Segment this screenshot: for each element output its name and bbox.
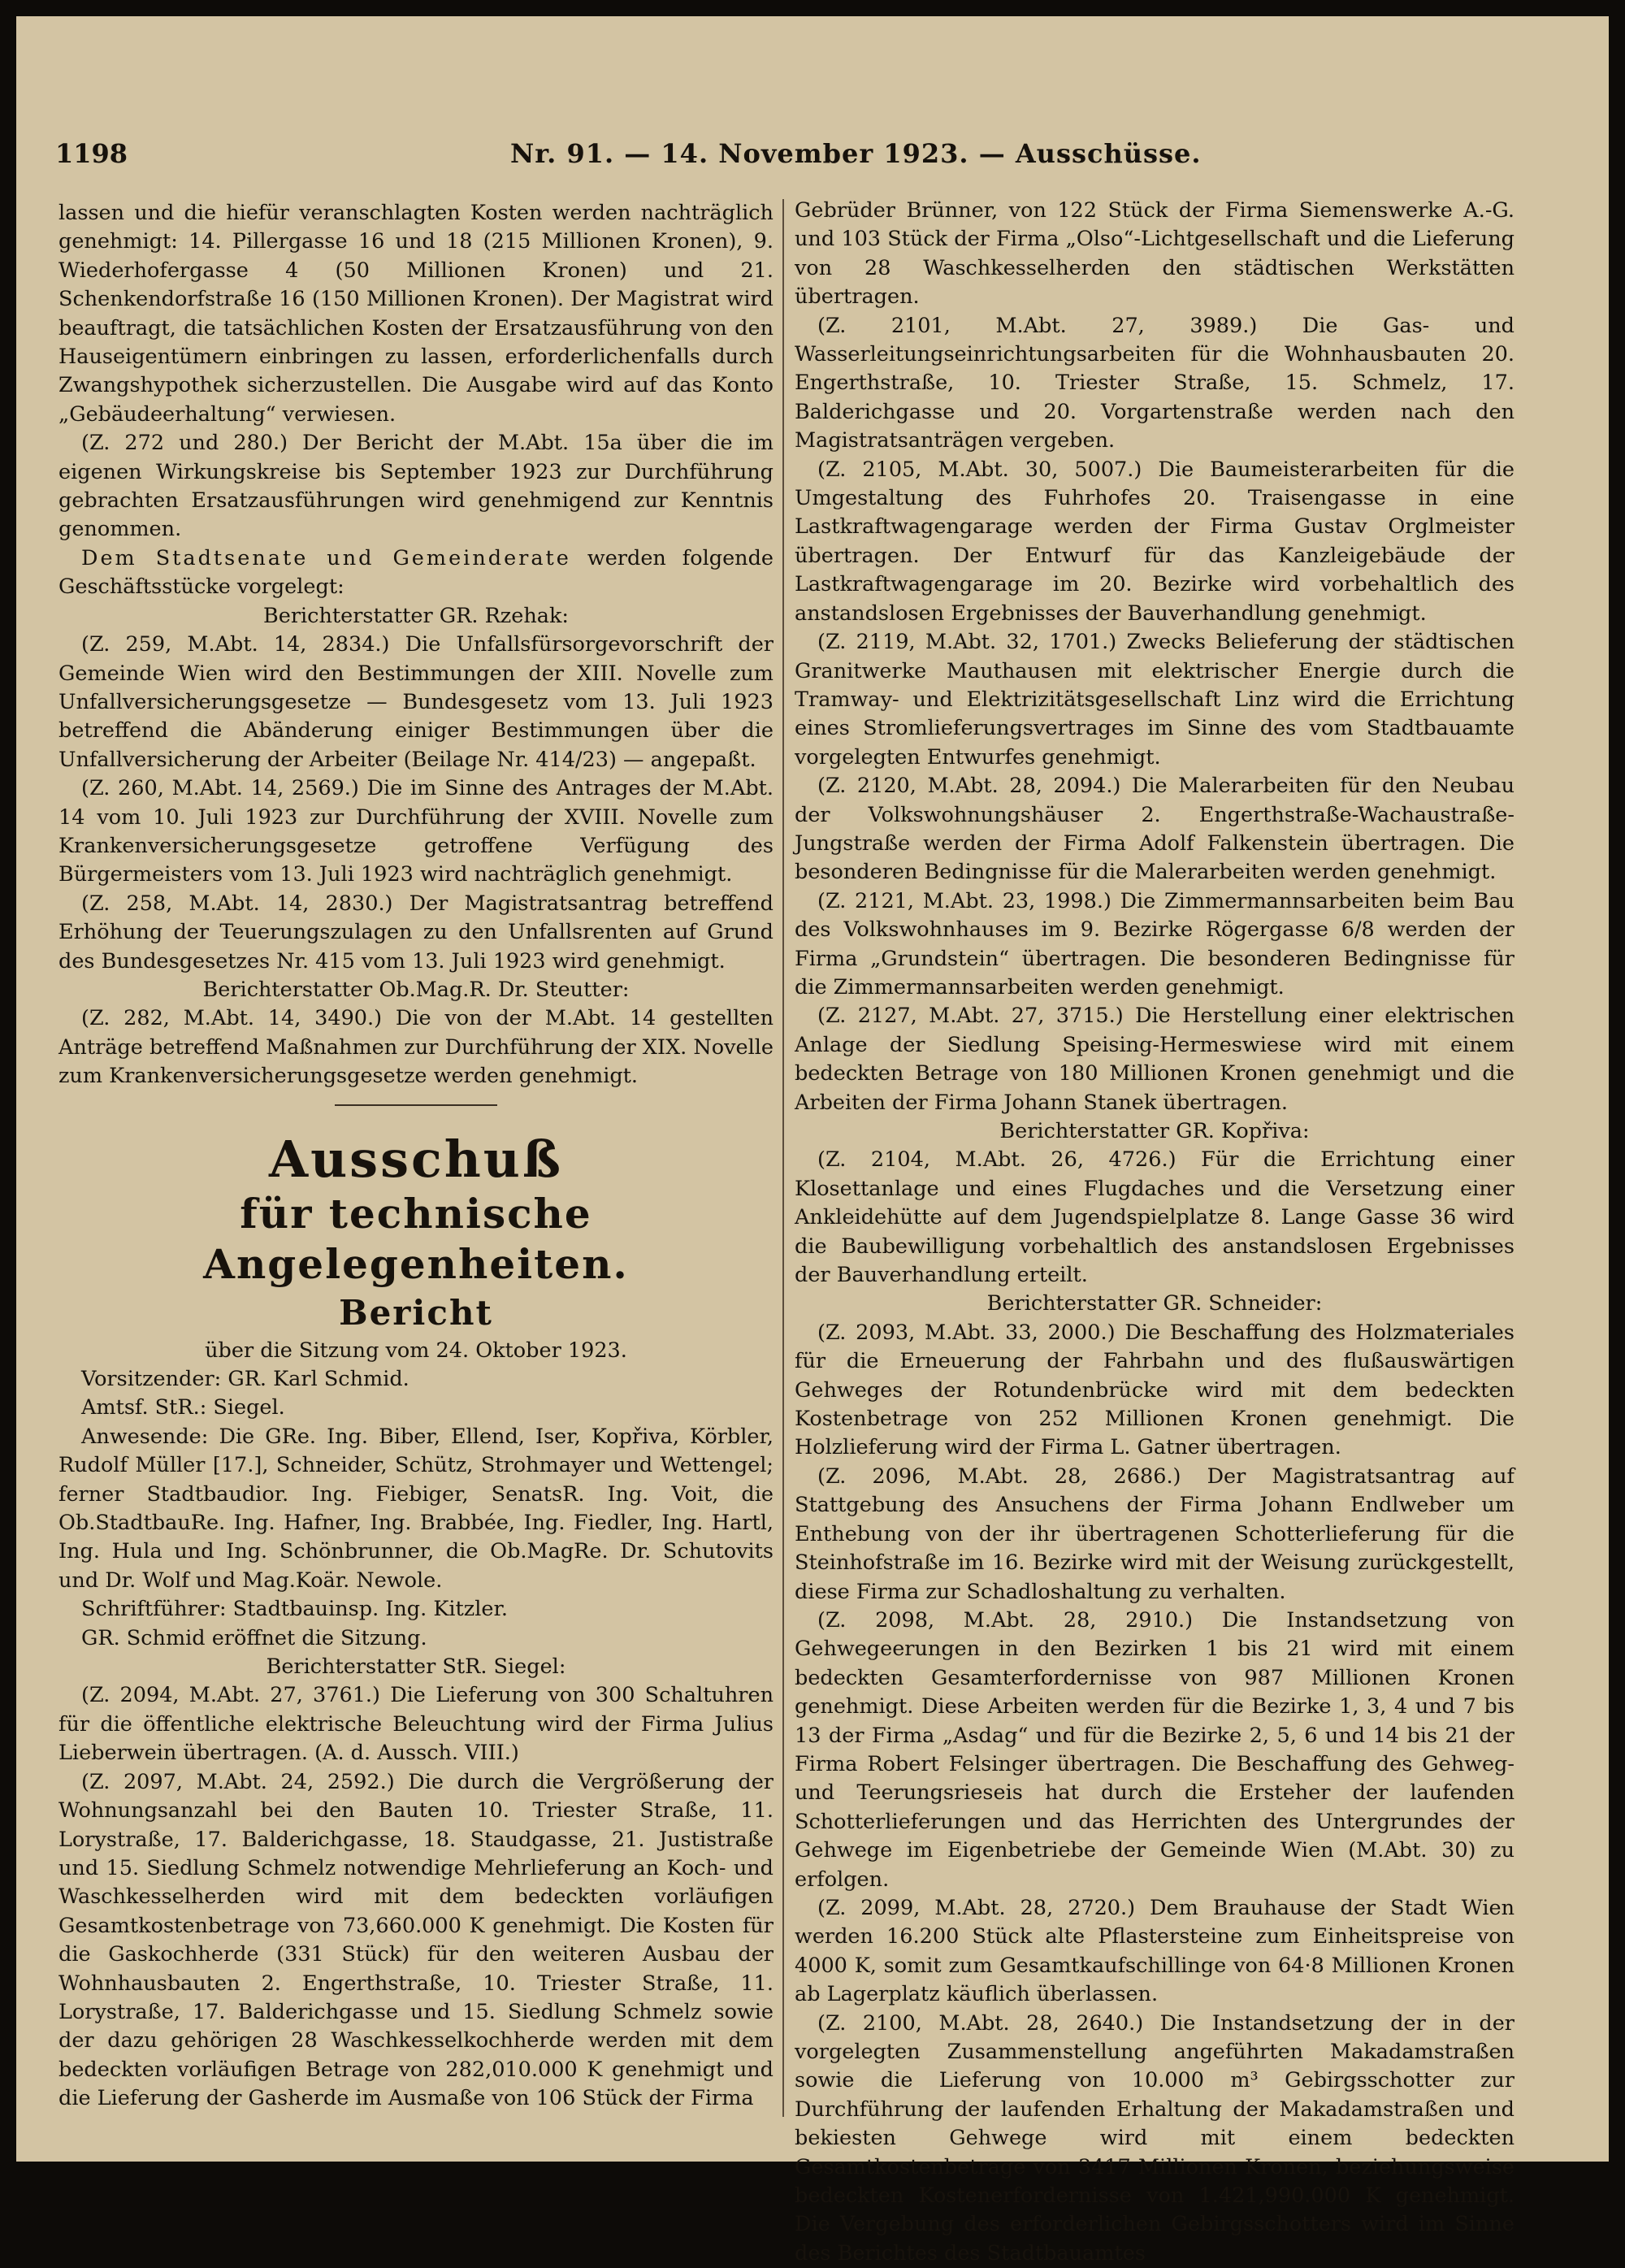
- rapporteur-heading: Berichterstatter GR. Rzehak:: [262, 603, 569, 628]
- newspaper-page: [16, 16, 1609, 2266]
- left-column: [58, 199, 774, 2114]
- session-date: über die Sitzung vom 24. Oktober 1923.: [205, 1338, 627, 1363]
- paragraph: (Z. 2094, M.Abt. 27, 3761.) Die Lieferung von 300 Schaltuhren für die öffentliche elektrische Beleuchtung wird der Firma Julius Lieberwein übertragen. (A. d. Aussch. VIII.): [58, 1683, 774, 1766]
- paragraph: lassen und die hiefür veranschlagten Kosten werden nachträglich genehmigt: 14. Pillergasse 16 und 18 (215 Millionen Kronen), 9. Wiederhofergasse 4 (50 Millionen Kronen) und 21. Schenkendorfstraße 16 (150 Millionen Kronen). Der Magistrat wird beauftragt, die tatsächlichen Kosten der Ersatzausführung von den Hauseigentümern einbringen zu lassen, erforderlichenfalls durch Zwangshypothek sicherzustellen. Die Ausgabe wird auf das Konto „Gebäudeerhaltung“ verwiesen.: [58, 201, 774, 427]
- paragraph: (Z. 2097, M.Abt. 24, 2592.) Die durch die Vergrößerung der Wohnungsanzahl bei den Bauten 10. Triester Straße, 11. Lorystraße, 17. Balderichgasse, 18. Staudgasse, 21. Justistraße und 15. Siedlung Schmelz notwendige Mehrlieferung an Koch- und Waschkesselherden wird mit dem bedeckten vorläufigen Gesamtkostenbetrage von 73,660.000 K genehmigt. Die Kosten für die Gaskochherde (331 Stück) für den weiteren Ausbau der Wohnhausbauten 2. Engerthstraße, 10. Triester Straße, 11. Lorystraße, 17. Balderichgasse und 15. Siedlung Schmelz sowie der dazu gehörigen 28 Waschkesselkochherde werden mit dem bedeckten vorläufigen Betrage von 282,010.000 K genehmigt und die Lieferung der Gasherde im Ausmaße von 106 Stück der Firma: [58, 1769, 774, 2111]
- right-column: [795, 197, 1514, 2268]
- paragraph: (Z. 2101, M.Abt. 27, 3989.) Die Gas- und Wasserleitungseinrichtungsarbeiten für die Wohnhausbauten 20. Engerthstraße, 10. Triester Straße, 15. Schmelz, 17. Balderichgasse und 20. Vorgartenstraße werden nach den Magistratsanträgen vergeben.: [795, 313, 1514, 453]
- paragraph: (Z. 2119, M.Abt. 32, 1701.) Zwecks Belieferung der städtischen Granitwerke Mauthausen mit elektrischer Energie durch die Tramway- und Elektrizitätsgesellschaft Linz wird die Errichtung eines Stromlieferungsvertrages im Sinne des vom Stadtbauamte vorgelegten Entwurfes genehmigt.: [795, 630, 1514, 770]
- paragraph: (Z. 272 und 280.) Der Bericht der M.Abt. 15a über die im eigenen Wirkungskreise bis September 1923 zur Durchführung gebrachten Ersatzausführungen wird genehmigend zur Kenntnis genommen.: [58, 431, 774, 542]
- text: werden folgende Geschäftsstücke vorgelegt:: [58, 545, 774, 600]
- paragraph: (Z. 259, M.Abt. 14, 2834.) Die Unfallsfürsorgevorschrift der Gemeinde Wien wird den Bestimmungen der XIII. Novelle zum Unfallversicherungsgesetze — Bundesgesetz vom 13. Juli 1923 betreffend die Abänderung einiger Bestimmungen über die Unfallversicherung der Arbeiter (Beilage Nr. 414/23) — angepaßt.: [58, 632, 774, 772]
- section-divider: [335, 1104, 497, 1106]
- paragraph: (Z. 2127, M.Abt. 27, 3715.) Die Herstellung einer elektrischen Anlage der Siedlung Speising-Hermeswiese wird mit einem bedeckten Betrage von 180 Millionen Kronen genehmigt und die Arbeiten der Firma Johann Stanek übertragen.: [795, 1004, 1514, 1115]
- rapporteur-heading: Berichterstatter GR. Schneider:: [986, 1291, 1323, 1316]
- rapporteur-heading: Berichterstatter Ob.Mag.R. Dr. Steutter:: [202, 977, 630, 1002]
- paragraph: Gebrüder Brünner, von 122 Stück der Firma Siemenswerke A.-G. und 103 Stück der Firma „Olso“-Lichtgesellschaft und die Lieferung von 28 Waschkesselherden den städtischen Werkstätten übertragen.: [795, 198, 1514, 310]
- section-subtitle: für technische Angelegenheiten.: [203, 1189, 629, 1288]
- paragraph: (Z. 2099, M.Abt. 28, 2720.) Dem Brauhause der Stadt Wien werden 16.200 Stück alte Pflastersteine zum Einheitspreise von 4000 K, somit zum Gesamtkaufschillinge von 64·8 Millionen Kronen ab Lagerplatz käuflich überlassen.: [795, 1895, 1514, 2007]
- session-opened: GR. Schmid eröffnet die Sitzung.: [81, 1625, 427, 1650]
- paragraph: (Z. 2105, M.Abt. 30, 5007.) Die Baumeisterarbeiten für die Umgestaltung des Fuhrhofes 20. Traisengasse in eine Lastkraftwagengarage werden der Firma Gustav Orglmeister übertragen. Der Entwurf für das Kanzleigebäude der Lastkraftwagengarage im 20. Bezirke wird vorbehaltlich des anstandslosen Ergebnisses der Bauverhandlung genehmigt.: [795, 457, 1514, 626]
- paragraph: (Z. 2104, M.Abt. 26, 4726.) Für die Errichtung einer Klosettanlage und eines Flugdaches und die Versetzung einer Ankleidehütte auf dem Jugendspielplatze 8. Lange Gasse 36 wird die Baubewilligung vorbehaltlich des anstandslosen Ergebnisses der Bauverhandlung erteilt.: [795, 1147, 1514, 1288]
- spaced-text: Dem Stadtsenate und Gemeinderate: [81, 545, 571, 570]
- rapporteur-heading: Berichterstatter StR. Siegel:: [266, 1654, 566, 1680]
- paragraph: (Z. 282, M.Abt. 14, 3490.) Die von der M.Abt. 14 gestellten Anträge betreffend Maßnahmen zur Durchführung der XIX. Novelle zum Krankenversicherungsgesetze werden genehmigt.: [58, 1006, 774, 1089]
- section-title: Ausschuß: [268, 1129, 563, 1189]
- official: Amtsf. StR.: Siegel.: [81, 1395, 285, 1420]
- column-divider: [782, 199, 784, 2117]
- page-header: [55, 138, 1558, 187]
- page-number: 1198: [55, 138, 128, 169]
- rapporteur-heading: Berichterstatter GR. Kopřiva:: [999, 1119, 1310, 1143]
- chair: Vorsitzender: GR. Karl Schmid.: [81, 1367, 410, 1391]
- paragraph: (Z. 2120, M.Abt. 28, 2094.) Die Malerarbeiten für den Neubau der Volkswohnungshäuser 2. Engerthstraße-Wachaustraße-Jungstraße werden der Firma Adolf Falkenstein übertragen. Die besonderen Bedingnisse für die Malerarbeiten werden genehmigt.: [795, 774, 1514, 885]
- paragraph: (Z. 2121, M.Abt. 23, 1998.) Die Zimmermannsarbeiten beim Bau des Volkswohnhauses im 9. Bezirke Rögergasse 6/8 werden der Firma „Grundstein“ übertragen. Die besonderen Bedingnisse für die Zimmermannsarbeiten werden genehmigt.: [795, 888, 1514, 1000]
- paragraph: (Z. 2098, M.Abt. 28, 2910.) Die Instandsetzung von Gehwegeerungen in den Bezirken 1 bis 21 wird mit einem bedeckten Gesamterfordernisse von 987 Millionen Kronen genehmigt. Diese Arbeiten werden für die Bezirke 1, 3, 4 und 7 bis 13 der Firma „Asdag“ und für die Bezirke 2, 5, 6 und 14 bis 21 der Firma Robert Felsinger übertragen. Die Beschaffung des Gehweg- und Teerungsrieseis hat durch die Ersteher der laufenden Schotterlieferungen und das Herrichten des Untergrundes der Gehwege im Eigenbetriebe der Gemeinde Wien (M.Abt. 30) zu erfolgen.: [795, 1607, 1514, 1892]
- paragraph: (Z. 2096, M.Abt. 28, 2686.) Der Magistratsantrag auf Stattgebung des Ansuchens der Firma Johann Endlweber um Enthebung von der ihr übertragenen Schotterlieferung für die Steinhofstraße im 16. Bezirke wird mit der Weisung zurückgestellt, diese Firma zur Schadloshaltung zu verhalten.: [795, 1464, 1514, 1604]
- recorder: Schriftführer: Stadtbauinsp. Ing. Kitzler.: [81, 1597, 508, 1622]
- paragraph: (Z. 260, M.Abt. 14, 2569.) Die im Sinne des Antrages der M.Abt. 14 vom 10. Juli 1923 zur Durchführung der XVIII. Novelle zum Krankenversicherungsgesetze getroffene Verfügung des Bürgermeisters vom 13. Juli 1923 wird nachträglich genehmigt.: [58, 776, 774, 887]
- running-title: Nr. 91. — 14. November 1923. — Ausschüsse.: [510, 138, 1202, 169]
- report-heading: Bericht: [339, 1292, 493, 1333]
- paragraph: (Z. 258, M.Abt. 14, 2830.) Der Magistratsantrag betreffend Erhöhung der Teuerungszulagen zu den Unfallsrenten auf Grund des Bundesgesetzes Nr. 415 vom 13. Juli 1923 wird genehmigt.: [58, 891, 774, 974]
- paragraph: (Z. 2093, M.Abt. 33, 2000.) Die Beschaffung des Holzmateriales für die Erneuerung der Fahrbahn und des flußauswärtigen Gehweges der Rotundenbrücke wird mit dem bedeckten Kostenbetrage von 252 Millionen Kronen genehmigt. Die Holzlieferung wird der Firma L. Gatner übertragen.: [795, 1320, 1514, 1460]
- paragraph: (Z. 2100, M.Abt. 28, 2640.) Die Instandsetzung der in der vorgelegten Zusammenstellung angeführten Makadamstraßen sowie die Lieferung von 10.000 m³ Gebirgsschotter zur Durchführung der laufenden Erhaltung der Makadamstraßen und bekiesten Gehwege wird mit einem bedeckten Gesamtkostenbetrage von 3417 Millionen Kronen, beziehungsweise bedeckten Kostenerfordernisse von 1.421,990.000 K genehmigt. Die Vergebung des erforderlichen Gebirgsschotters wird im Sinne des Berichtes des Stadtbauamtes: [795, 2010, 1514, 2266]
- paragraph: [58, 544, 774, 602]
- attendees: Anwesende: Die GRe. Ing. Biber, Ellend, Iser, Kopřiva, Körbler, Rudolf Müller [17.], Schneider, Schütz, Strohmayer und Wettengel; ferner Stadtbaudior. Ing. Fiebiger, SenatsR. Ing. Voit, die Ob.StadtbauRe. Ing. Hafner, Ing. Brabbée, Ing. Fiedler, Ing. Hartl, Ing. Hula und Ing. Schönbrunner, die Ob.MagRe. Dr. Schutovits und Dr. Wolf und Mag.Koär. Newole.: [58, 1424, 774, 1593]
